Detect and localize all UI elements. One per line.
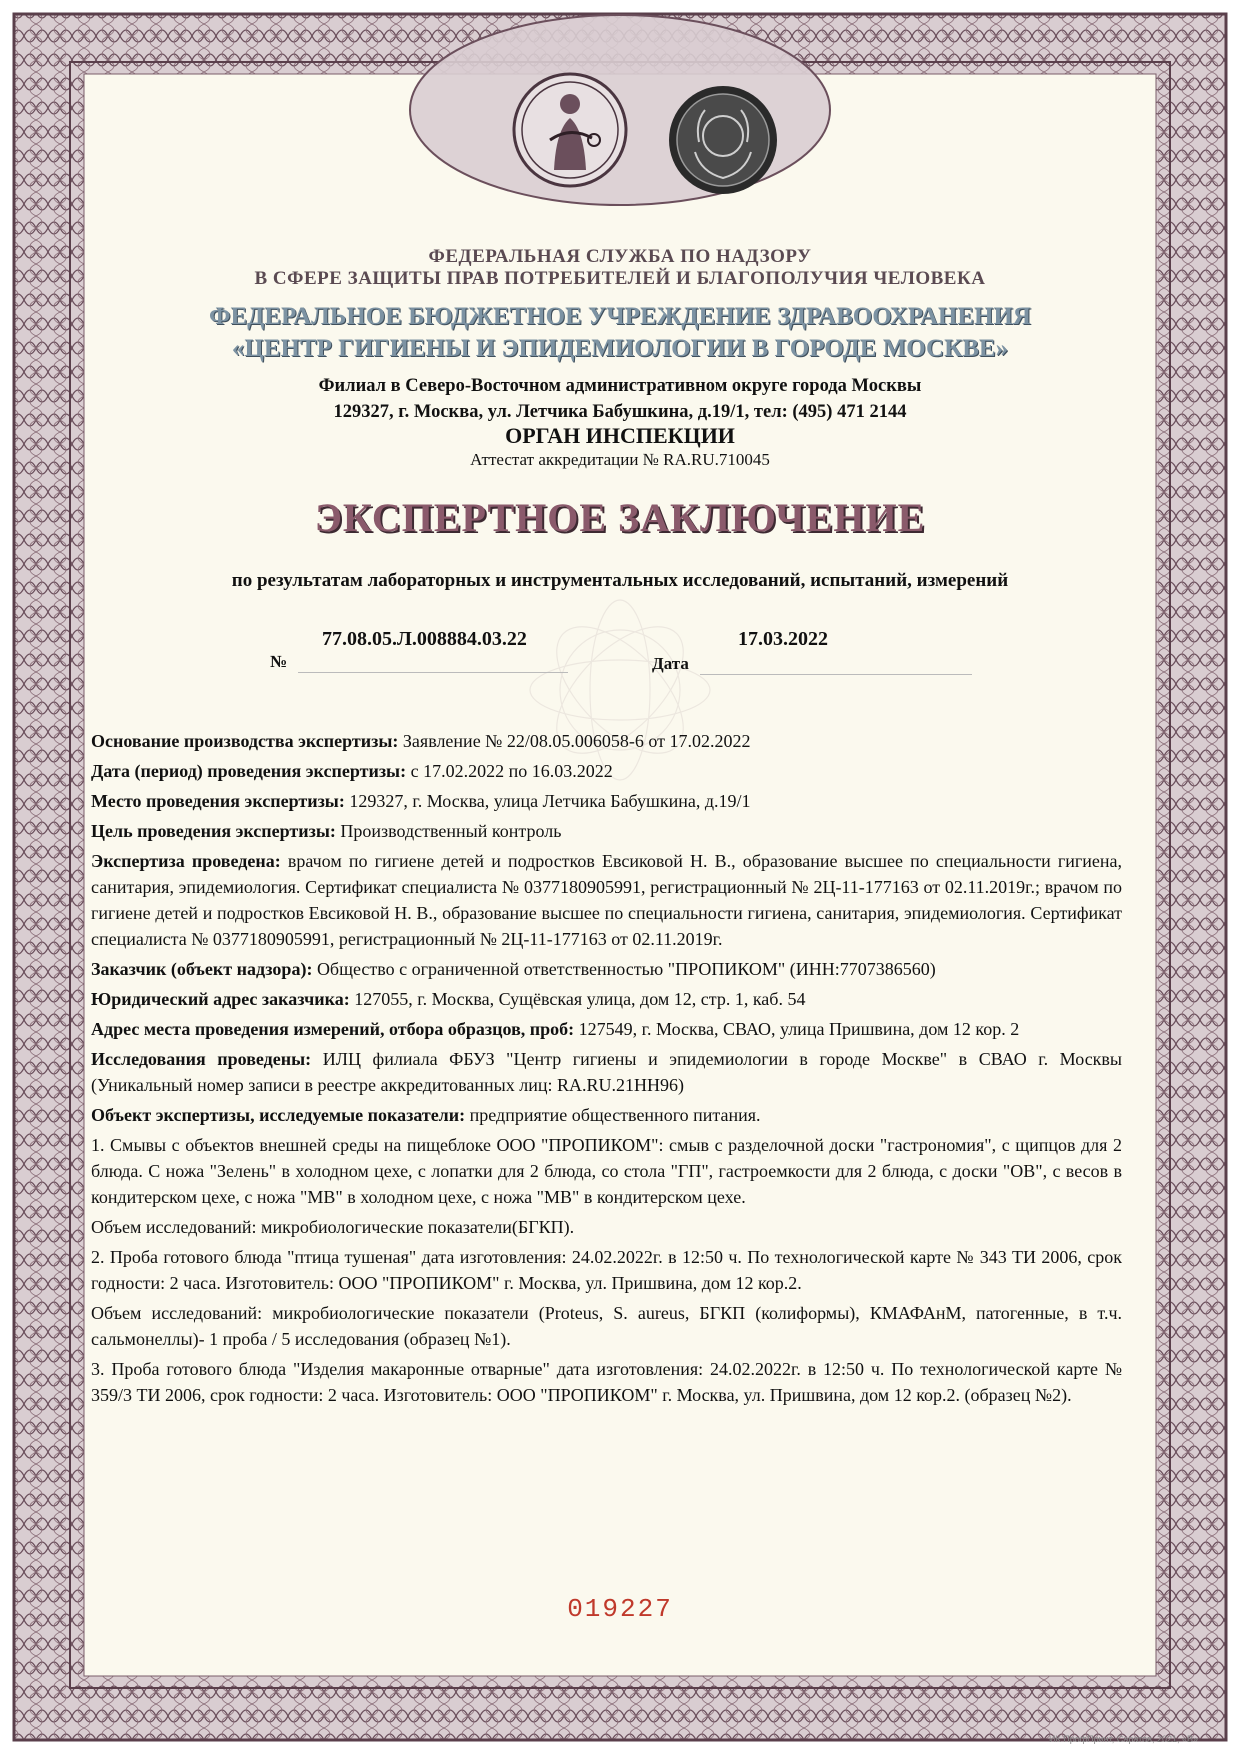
basis-value: Заявление № 22/08.05.006058-6 от 17.02.2022 xyxy=(402,731,751,751)
form-serial-number: 019227 xyxy=(567,1594,673,1624)
object-value: предприятие общественного питания. xyxy=(469,1105,761,1125)
inspection-body-label: ОРГАН ИНСПЕКЦИИ xyxy=(505,423,735,448)
branch-address: 129327, г. Москва, ул. Летчика Бабушкина, д.19/1, тел: (495) 471 2144 xyxy=(333,402,907,422)
basis-row xyxy=(91,728,1122,754)
printer-imprint: ИК ПрофПринт, Саратов, 2021, «В» xyxy=(1049,1734,1198,1744)
research-value: ИЛЦ филиала ФБУЗ "Центр гигиены и эпидемиологии в городе Москве" в СВАО г. Москвы (Уникальный номер записи в реестре аккредитованных лиц: RA.RU.21НН96) xyxy=(91,1049,1123,1095)
item-1-scope: Объем исследований: микробиологические показатели(БГКП). xyxy=(91,1217,575,1237)
research-row xyxy=(91,1046,1122,1098)
rospotrebnadzor-seal-icon xyxy=(665,82,781,198)
place-label: Место проведения экспертизы: xyxy=(91,791,345,811)
legal-address-label: Юридический адрес заказчика: xyxy=(91,989,350,1009)
goal-row xyxy=(91,818,1122,844)
item-1: 1. Смывы с объектов внешней среды на пищеблоке ООО "ПРОПИКОМ": смыв с разделочной доски "гастрономия", с щипцов для 2 блюда. С ножа "Зелень" в холодном цехе, с лопатки для 2 блюда, со стола "ГП", гастроемкости для 2 блюда, с доски "ОВ", с весов в кондитерском цехе, с ножа "МВ" в холодном цехе, с ножа "МВ" в кондитерском цехе. xyxy=(91,1135,1122,1207)
expert-value: врачом по гигиене детей и подростков Евсиковой Н. В., образование высшее по специальности гигиена, санитария, эпидемиология. Сертификат специалиста № 0377180905991, регистрационный № 2Ц-11-177163 от 02.11.2019г.; врачом по гигиене детей и подростков Евсиковой Н. В., образование высшее по специальности гигиена, санитария, эпидемиология. Сертификат специалиста № 0377180905991, регистрационный № 2Ц-11-177163 от 02.11.2019г. xyxy=(91,851,1122,949)
item-2-scope: Объем исследований: микробиологические показатели (Proteus, S. aureus, БГКП (колиформы), КМАФАнМ, патогенные, в т.ч. сальмонеллы)- 1 проба / 5 исследования (образец №1). xyxy=(91,1303,1122,1349)
institution-line-2: «ЦЕНТР ГИГИЕНЫ И ЭПИДЕМИОЛОГИИ В ГОРОДЕ МОСКВЕ» xyxy=(231,335,1009,362)
accreditation-certificate: Аттестат аккредитации № RA.RU.710045 xyxy=(470,450,770,469)
goal-label: Цель проведения экспертизы: xyxy=(91,821,336,841)
basis-label: Основание производства экспертизы: xyxy=(91,731,399,751)
date-label: Дата xyxy=(652,654,689,673)
sampling-address-row xyxy=(91,1016,1122,1042)
document-subtitle: по результатам лабораторных и инструментальных исследований, испытаний, измерений xyxy=(231,570,1009,591)
document-title: ЭКСПЕРТНОЕ ЗАКЛЮЧЕНИЕ xyxy=(314,495,926,540)
legal-address-value: 127055, г. Москва, Сущёвская улица, дом 12, стр. 1, каб. 54 xyxy=(354,989,806,1009)
customer-label: Заказчик (объект надзора): xyxy=(91,959,313,979)
federal-service-line-2: В СФЕРЕ ЗАЩИТЫ ПРАВ ПОТРЕБИТЕЛЕЙ И БЛАГОПОЛУЧИЯ ЧЕЛОВЕКА xyxy=(254,268,986,289)
period-label: Дата (период) проведения экспертизы: xyxy=(91,761,407,781)
expert-row xyxy=(91,848,1122,952)
number-underline xyxy=(298,672,568,673)
number-label: № xyxy=(270,652,288,671)
object-label: Объект экспертизы, исследуемые показатели: xyxy=(91,1105,466,1125)
branch-line-1: Филиал в Северо-Восточном административном округе города Москвы xyxy=(318,376,922,396)
hygieia-emblem-icon xyxy=(510,70,630,190)
item-3: 3. Проба готового блюда "Изделия макаронные отварные" дата изготовления: 24.02.2022г. в 12:50 ч. По технологической карте № 359/3 ТИ 2006, срок годности: 2 часа. Изготовитель: ООО "ПРОПИКОМ" г. Москва, ул. Пришвина, дом 12 кор.2. (образец №2). xyxy=(91,1359,1122,1405)
expert-label: Экспертиза проведена: xyxy=(91,851,281,871)
document-number: 77.08.05.Л.008884.03.22 xyxy=(322,628,527,650)
date-underline xyxy=(700,674,972,675)
item-2: 2. Проба готового блюда "птица тушеная" дата изготовления: 24.02.2022г. в 12:50 ч. По технологической карте № 343 ТИ 2006, срок годности: 2 часа. Изготовитель: ООО "ПРОПИКОМ" г. Москва, ул. Пришвина, дом 12 кор.2. xyxy=(91,1247,1122,1293)
sampling-address-value: 127549, г. Москва, СВАО, улица Пришвина, дом 12 кор. 2 xyxy=(578,1019,1020,1039)
sampling-address-label: Адрес места проведения измерений, отбора образцов, проб: xyxy=(91,1019,575,1039)
legal-address-row xyxy=(91,986,1122,1012)
institution-heading xyxy=(0,301,1240,365)
place-row xyxy=(91,788,1122,814)
institution-line-1: ФЕДЕРАЛЬНОЕ БЮДЖЕТНОЕ УЧРЕЖДЕНИЕ ЗДРАВООХРАНЕНИЯ xyxy=(209,303,1031,330)
federal-service-line-1: ФЕДЕРАЛЬНАЯ СЛУЖБА ПО НАДЗОРУ xyxy=(428,246,812,267)
object-row xyxy=(91,1102,1122,1128)
federal-service-heading xyxy=(0,246,1240,290)
customer-row xyxy=(91,956,1122,982)
place-value: 129327, г. Москва, улица Летчика Бабушкина, д.19/1 xyxy=(349,791,751,811)
document-date: 17.03.2022 xyxy=(738,628,828,650)
period-row xyxy=(91,758,1122,784)
research-label: Исследования проведены: xyxy=(91,1049,312,1069)
customer-value: Общество с ограниченной ответственностью "ПРОПИКОМ" (ИНН:7707386560) xyxy=(316,959,936,979)
branch-info xyxy=(0,373,1240,425)
goal-value: Производственный контроль xyxy=(340,821,562,841)
period-value: с 17.02.2022 по 16.03.2022 xyxy=(410,761,613,781)
conclusion-body xyxy=(91,728,1122,1412)
